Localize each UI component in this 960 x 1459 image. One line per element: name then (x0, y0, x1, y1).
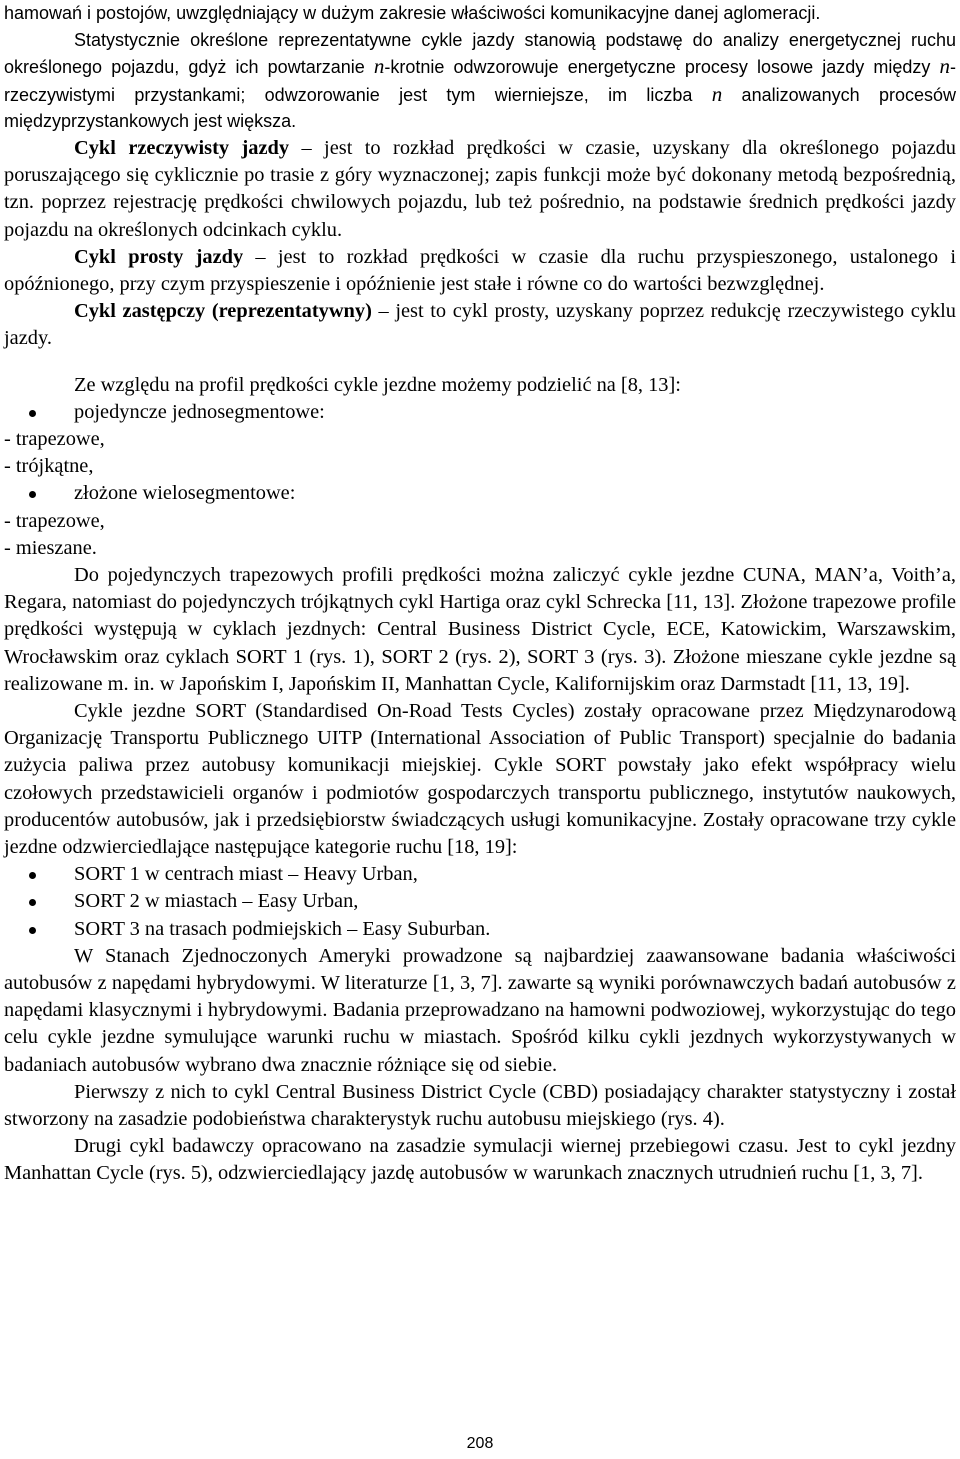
bullet-icon (29, 927, 36, 934)
list-item: pojedyncze jednosegmentowe: (4, 399, 956, 426)
page-number: 208 (466, 1435, 494, 1452)
bullet-icon (29, 872, 36, 879)
intro-section (4, 0, 956, 135)
paragraph-continuation: hamowań i postojów, uwzględniający w dużym zakresie właściwości komunikacyjne danej aglomeracji. (4, 3, 821, 23)
sub-item: - trapezowe, (4, 509, 105, 532)
term-substitute-cycle: Cykl zastępczy (reprezentatywny) (74, 300, 372, 323)
definition-simple-cycle: Cykl prosty jazdy – jest to rozkład prędkości w czasie dla ruchu przyspieszonego, ustalonego i opóźnionego, przy czym przyspieszenie i opóźnienie jest stałe i równe co do wartości bezwzględnej. (4, 245, 956, 295)
definition-real-cycle: Cykl rzeczywisty jazdy – jest to rozkład prędkości w czasie, uzyskany dla określonego pojazdu poruszającego się cyklicznie po trasie z góry wyznaczonej; zapis funkcji może być dokonany metodą bezpośrednią, tzn. poprzez rejestrację prędkości chwilowych pojazdu, lub też pośrednio, na podstawie średnich prędkości jazdy pojazdu na określonych odcinkach cyklu. (4, 136, 956, 241)
paragraph-statistics: Statystycznie określone reprezentatywne cykle jazdy stanowią podstawę do analizy energetycznej ruchu określonego pojazdu, gdyż ich powtarzanie n-krotnie odwzorowuje energetyczne procesy losowe jazdy między n-rzeczywistymi przystankami; odwzorowanie jest tym wierniejsze, im liczba n analizowanych procesów międzyprzystankowych jest większa. (4, 29, 956, 132)
profile-list (4, 399, 956, 426)
profile-intro: Ze względu na profil prędkości cykle jezdne możemy podzielić na [8, 13]: (74, 373, 681, 396)
list-item: SORT 1 w centrach miast – Heavy Urban, (4, 861, 956, 888)
paragraph-usa: W Stanach Zjednoczonych Ameryki prowadzone są najbardziej zaawansowane badania właściwości autobusów z napędami hybrydowymi. W literaturze [1, 3, 7]. zawarte są wyniki porównawczych badań autobusów z napędami klasycznymi i hybrydowymi. Badania przeprowadzano na hamowni podwoziowej, wykorzystując do tego celu cykle jezdne symulujące warunki ruchu w miastach. Spośród kilku cykli jezdnych wykorzystywanych w badaniach autobusów wybrano dwa znacznie różniące się od siebie. (4, 944, 956, 1076)
bullet-icon (29, 410, 36, 417)
list-item: złożone wielosegmentowe: (4, 480, 956, 507)
sub-item: - trapezowe, (4, 428, 105, 450)
term-simple-cycle: Cykl prosty jazdy (74, 245, 244, 268)
profile-list-2 (4, 480, 956, 507)
sub-item: - mieszane. (4, 536, 97, 559)
definition-substitute-cycle: Cykl zastępczy (reprezentatywny) – jest to cykl prosty, uzyskany poprzez redukcję rzeczywistego cyklu jazdy. (4, 300, 956, 350)
paragraph-profiles: Do pojedynczych trapezowych profili prędkości można zaliczyć cykle jezdne CUNA, MAN’a, Voith’a, Regara, natomiast do pojedynczych trójkątnych cykl Hartiga oraz cykl Schrecka [11, 13]. Złożone trapezowe profile prędkości występują w cyklach jezdnych: Central Business District Cycle, ECE, Katowickim, Warszawskim, Wrocławskim oraz cyklach SORT 1 (rys. 1), SORT 2 (rys. 2), SORT 3 (rys. 3). Złożone mieszane cykle jezdne są realizowane m. in. w Japońskim I, Japońskim II, Manhattan Cycle, Kalifornijskim oraz Darmstadt [11, 13, 19]. (4, 564, 956, 695)
paragraph-manhattan: Drugi cykl badawczy opracowano na zasadzie symulacji wiernej przebiegowi czasu. Jest to cykl jezdny Manhattan Cycle (rys. 5), odzwierciedlający jazdę autobusów w warunkach znacznych utrudnień ruchu [1, 3, 7]. (4, 1135, 956, 1185)
list-item: SORT 3 na trasach podmiejskich – Easy Suburban. (4, 916, 956, 943)
sort-list (4, 861, 956, 943)
bullet-icon (29, 899, 36, 906)
term-real-cycle: Cykl rzeczywisty jazdy (74, 136, 290, 159)
list-item: SORT 2 w miastach – Easy Urban, (4, 888, 956, 915)
paragraph-cbd: Pierwszy z nich to cykl Central Business District Cycle (CBD) posiadający charakter statystyczny i został stworzony na zasadzie podobieństwa charakterystyk ruchu autobusu miejskiego (rys. 4). (4, 1080, 956, 1131)
definitions-section (4, 135, 956, 1188)
bullet-icon (29, 491, 36, 498)
paragraph-sort: Cykle jezdne SORT (Standardised On-Road Tests Cycles) zostały opracowane przez Międzynarodową Organizację Transportu Publicznego UITP (International Association of Public Transport) specjalnie do badania zużycia paliwa przez autobusy komunikacji miejskiej. Cykle SORT powstały jako efekt współpracy wielu czołowych przedstawicieli organów i podmiotów gospodarczych transportu publicznego, instytutów naukowych, producentów autobusów, jak i przedsiębiorstw świadczących usługi komunikacyjne. Zostały opracowane trzy cykle jezdne odzwierciedlające następujące kategorie ruchu [18, 19]: (4, 700, 956, 859)
sub-item: - trójkątne, (4, 455, 94, 478)
